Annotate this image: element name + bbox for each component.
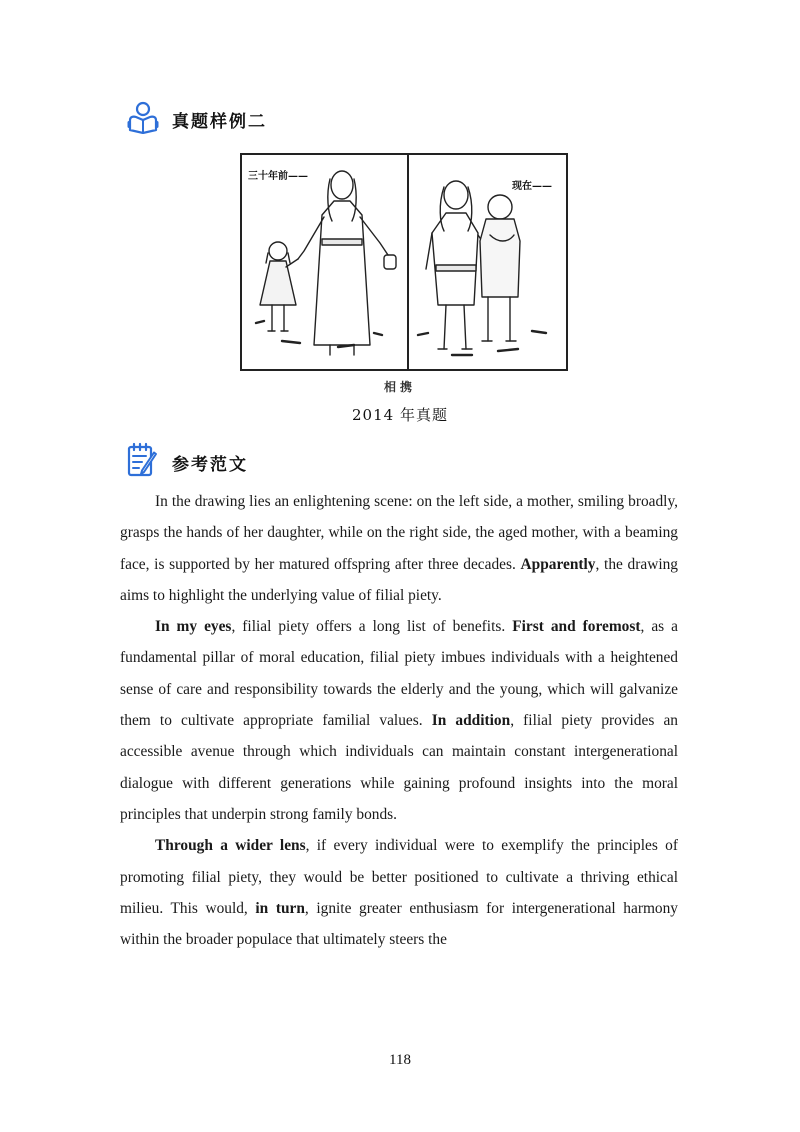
essay-paragraph-3-emphasis-0: Through a wider lens: [155, 837, 306, 855]
essay-paragraph-1-text-2: , the drawing aims to highlight the underlying value of filial piety.: [120, 555, 678, 604]
example-section-header: [126, 100, 267, 139]
figure-caption: 相携: [383, 380, 416, 394]
example-section-title: 真题样例二: [172, 112, 267, 132]
figure-source: 2014 年真题: [352, 406, 448, 424]
essay-paragraph-2: [120, 611, 678, 830]
essay-paragraph-2-emphasis-2: First and foremost: [512, 618, 641, 636]
reference-essay: [120, 486, 678, 955]
reader-icon: [126, 100, 160, 139]
notepad-pen-icon: [126, 442, 160, 483]
essay-paragraph-1: [120, 486, 678, 611]
essay-paragraph-2-text-1: , filial piety offers a long list of benefits.: [231, 618, 513, 636]
essay-paragraph-3-emphasis-2: in turn: [255, 899, 305, 917]
right-panel-label: 现在——: [512, 181, 552, 192]
essay-paragraph-1-text-0: In the drawing lies an enlightening scene: on the left side, a mother, smiling broadly, grasps the hands of her daughter, while on the right side, the aged mother, with a beaming face, is supported by her matured offspring after three decades.: [120, 493, 678, 573]
essay-paragraph-2-text-5: , filial piety provides an accessible avenue through which individuals can maintain constant intergenerational dialogue with different generations while gaining profound insights into the moral principles that underpin strong family bonds.: [120, 712, 678, 823]
left-panel-label: 三十年前——: [248, 171, 308, 182]
essay-paragraph-3: [120, 830, 678, 955]
essay-paragraph-2-text-3: , as a fundamental pillar of moral education, filial piety imbues individuals with a heightened sense of care and responsibility towards the elderly and the young, which will galvanize them to cultivate appropriate familial values.: [120, 618, 679, 730]
page-number: 118: [389, 1052, 411, 1068]
essay-paragraph-2-emphasis-4: In addition: [431, 712, 511, 730]
family-drawing: [242, 155, 566, 369]
reference-section-header: [126, 442, 248, 483]
essay-paragraph-2-emphasis-0: In my eyes: [155, 618, 232, 636]
essay-paragraph-1-emphasis-1: Apparently: [520, 555, 596, 573]
illustration-figure: [240, 153, 568, 371]
essay-paragraph-3-text-1: , if every individual were to exemplify the principles of promoting filial piety, they would be better positioned to cultivate a thriving ethical milieu. This would,: [120, 837, 678, 917]
reference-section-title: 参考范文: [172, 455, 248, 475]
essay-paragraph-3-text-3: , ignite greater enthusiasm for intergenerational harmony within the broader populace that ultimately steers the: [120, 899, 679, 949]
